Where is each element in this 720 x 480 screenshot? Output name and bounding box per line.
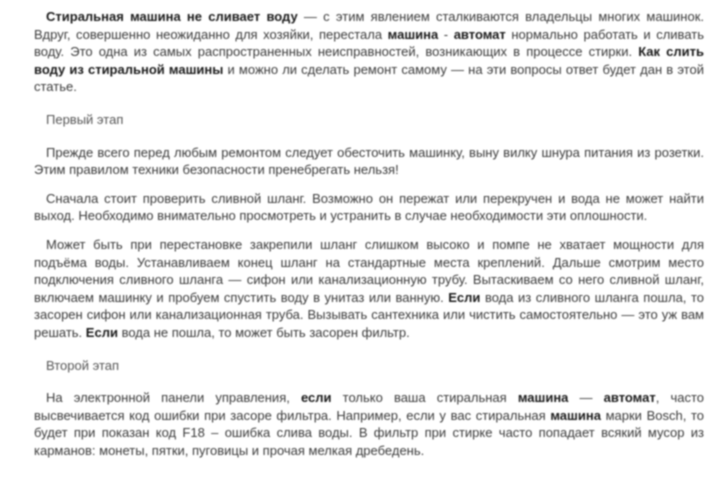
text-run: вода не пошла, то может быть засорен фильтр. bbox=[117, 324, 410, 340]
bold-word: автомат bbox=[453, 26, 506, 42]
text-run: На электронной панели управления, bbox=[46, 390, 301, 406]
text-run: — bbox=[568, 390, 604, 406]
paragraph-error-code bbox=[34, 389, 704, 459]
text-run: - bbox=[438, 26, 454, 42]
paragraph-unplug: Прежде всего перед любым ремонтом следует обесточить машинку, выну вилку шнура питания из розетки. Этим правилом техники безопасности пренебрегать нельзя! bbox=[34, 144, 704, 178]
text-run: вода из сливного шланга пошла, то засорен сифон или канализационная труба. Вызывать сантехника или чистить самостоятельно — это уж вам решать. bbox=[34, 289, 704, 340]
bold-phrase: Как слить воду из стиральной машины bbox=[34, 44, 704, 77]
text-run: Может быть при перестановке закрепили шланг слишком высоко и помпе не хватает мощности для подъёма воды. Устанавливаем конец шланг на стандартные места креплений. Дальше смотрим место подключения сливного шланга — сифон или канализационную трубу. Вытаскиваем со него сливной шланг, включаем машинку и пробуем спустить воду в унитаз или ванную. bbox=[34, 236, 704, 305]
text-run: нормально работать и сливать воду. Это одна из самых распространенных неисправностей, возникающих в процессе стирки. bbox=[34, 26, 704, 60]
bold-word: автомат bbox=[603, 390, 656, 406]
text-run: только ваша стиральная bbox=[331, 390, 518, 406]
text-run: и можно ли сделать ремонт самому — на эти вопросы ответ будет дан в этой статье. bbox=[34, 61, 704, 95]
bold-phrase: Стиральная машина не сливает воду bbox=[46, 9, 298, 24]
bold-word: если bbox=[300, 390, 332, 406]
intro-paragraph bbox=[34, 8, 704, 96]
text-run: — с этим явлением сталкиваются владельцы многих машинок. Вдруг, совершенно неожиданно для хозяйки, перестала bbox=[34, 9, 704, 42]
text-run: , часто высвечивается код ошибки при засоре фильтра. Например, если у вас стиральная bbox=[34, 390, 705, 423]
bold-word: машина bbox=[517, 390, 569, 406]
paragraph-check-hose: Сначала стоит проверить сливной шланг. Возможно он пережат или перекручен и вода не может найти выход. Необходимо внимательно просмотреть и устранить в случае необходимости эти оплошности. bbox=[34, 190, 704, 224]
section-heading-second-stage: Второй этап bbox=[46, 357, 120, 373]
text-run: марки Bosch, то будет при показан код F18 – ошибка слива воды. В фильтр при стирке часто попадает всякий мусор из карманов: монеты, пятки, пуговицы и прочая мелкая дребедень. bbox=[34, 407, 704, 458]
bold-word: Если bbox=[85, 324, 118, 340]
paragraph-hose-height bbox=[34, 236, 704, 342]
bold-word: машина bbox=[550, 407, 601, 423]
section-heading-first-stage: Первый этап bbox=[46, 111, 124, 127]
bold-word: машина bbox=[387, 26, 439, 42]
bold-word: Если bbox=[448, 289, 481, 305]
